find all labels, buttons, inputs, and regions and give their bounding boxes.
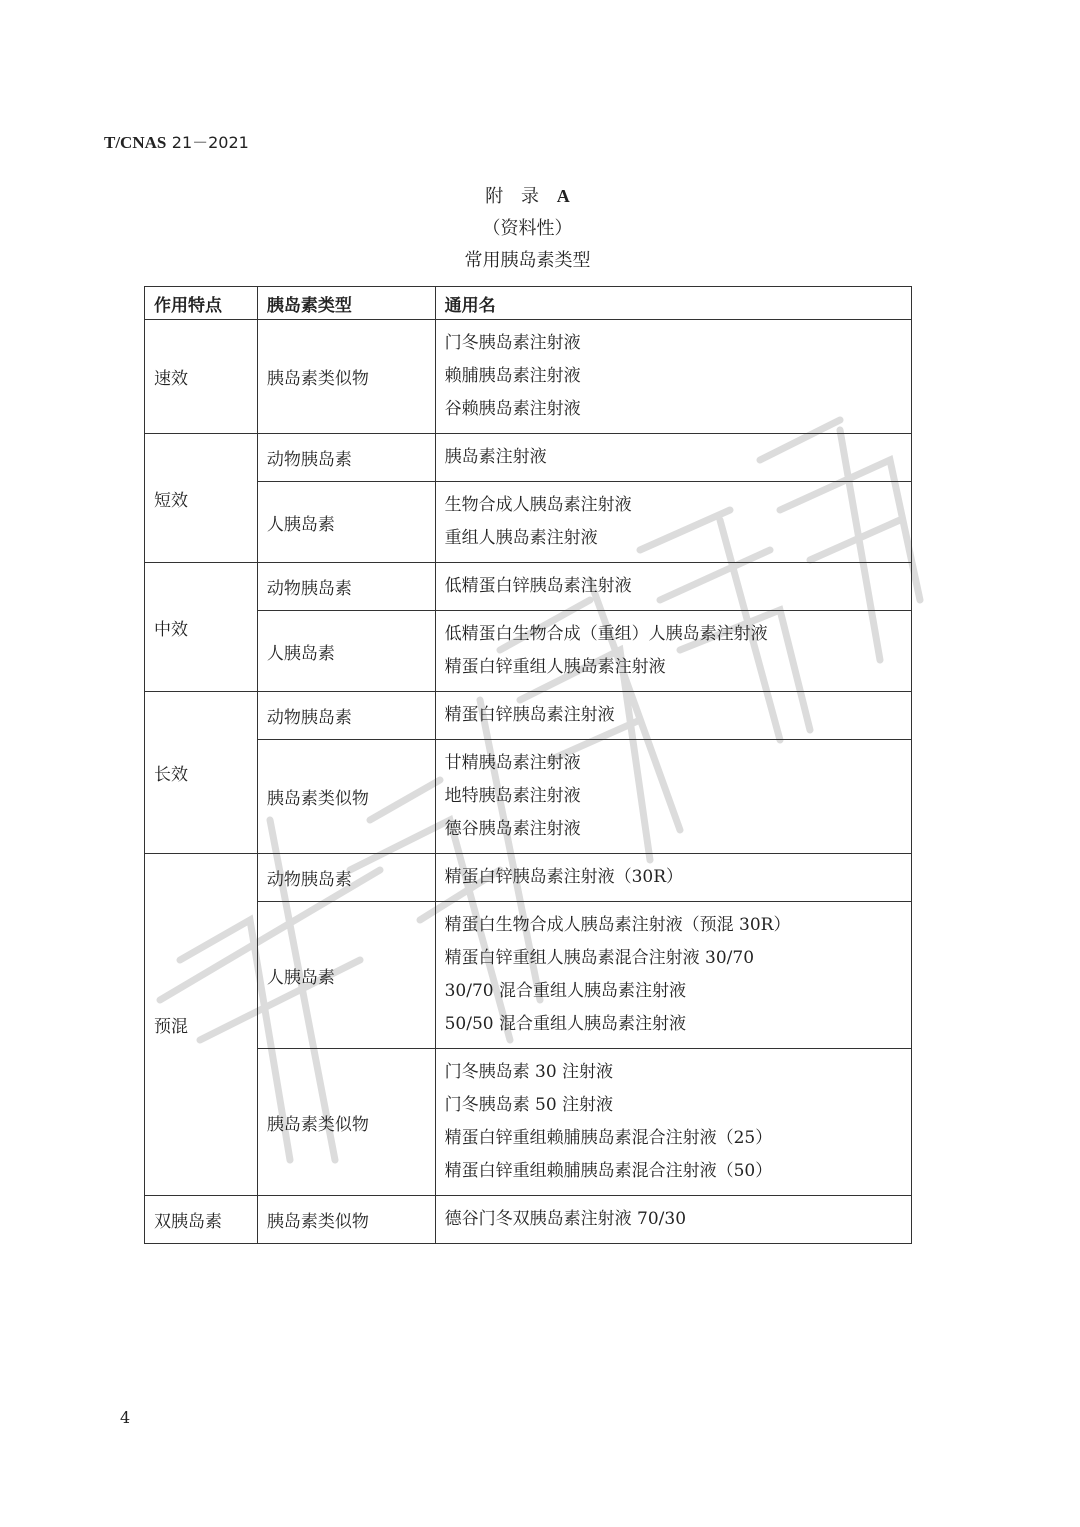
generic-name: 精蛋白生物合成人胰岛素注射液（预混 30R） xyxy=(444,915,791,935)
generic-name-cell xyxy=(435,1196,911,1244)
table-header-row xyxy=(145,287,912,320)
type-cell: 人胰岛素 xyxy=(257,482,435,563)
appendix-label: 附 录 xyxy=(485,186,557,207)
generic-name: 门冬胰岛素 30 注射液 xyxy=(444,1062,614,1082)
action-cell: 中效 xyxy=(145,563,258,692)
generic-name: 生物合成人胰岛素注射液 xyxy=(444,495,632,515)
table-title: 常用胰岛素类型 xyxy=(464,250,591,271)
action-cell: 速效 xyxy=(145,320,258,434)
generic-name: 低精蛋白生物合成（重组）人胰岛素注射液 xyxy=(444,624,768,644)
type-cell: 动物胰岛素 xyxy=(257,854,435,902)
generic-name: 胰岛素注射液 xyxy=(444,447,547,467)
generic-name: 精蛋白锌重组人胰岛素注射液 xyxy=(444,657,666,677)
generic-name: 精蛋白锌重组人胰岛素混合注射液 30/70 xyxy=(444,948,755,968)
standard-code xyxy=(104,130,249,153)
generic-name-cell xyxy=(435,854,911,902)
generic-name: 重组人胰岛素注射液 xyxy=(444,528,598,548)
table-row xyxy=(145,563,912,611)
table-row xyxy=(145,611,912,692)
header-generic-name: 通用名 xyxy=(435,287,911,320)
appendix-title xyxy=(0,180,1055,213)
standard-prefix: T/CNAS xyxy=(104,133,167,152)
generic-name: 精蛋白锌重组赖脯胰岛素混合注射液（50） xyxy=(444,1161,773,1181)
generic-name-cell xyxy=(435,434,911,482)
action-cell: 双胰岛素 xyxy=(145,1196,258,1244)
generic-name-cell xyxy=(435,692,911,740)
generic-name: 30/70 混合重组人胰岛素注射液 xyxy=(444,981,687,1001)
generic-name-cell xyxy=(435,1049,911,1196)
standard-number: 21－2021 xyxy=(171,133,249,152)
appendix-nature: （资料性） xyxy=(482,218,573,239)
table-row xyxy=(145,434,912,482)
generic-name-cell xyxy=(435,482,911,563)
table-row xyxy=(145,692,912,740)
type-cell: 动物胰岛素 xyxy=(257,434,435,482)
table-row xyxy=(145,1049,912,1196)
table-row xyxy=(145,902,912,1049)
table-row xyxy=(145,740,912,854)
type-cell: 动物胰岛素 xyxy=(257,563,435,611)
type-cell: 胰岛素类似物 xyxy=(257,320,435,434)
generic-name: 低精蛋白锌胰岛素注射液 xyxy=(444,576,632,596)
action-cell: 预混 xyxy=(145,854,258,1196)
table-row xyxy=(145,320,912,434)
table-row xyxy=(145,482,912,563)
header-type: 胰岛素类型 xyxy=(257,287,435,320)
generic-name-cell xyxy=(435,320,911,434)
insulin-types-table xyxy=(144,286,912,1244)
generic-name: 地特胰岛素注射液 xyxy=(444,786,581,806)
generic-name: 精蛋白锌胰岛素注射液（30R） xyxy=(444,867,684,887)
type-cell: 胰岛素类似物 xyxy=(257,1049,435,1196)
generic-name: 甘精胰岛素注射液 xyxy=(444,753,581,773)
generic-name: 50/50 混合重组人胰岛素注射液 xyxy=(444,1014,687,1034)
generic-name: 门冬胰岛素注射液 xyxy=(444,333,581,353)
appendix-headings xyxy=(0,180,1055,277)
generic-name: 精蛋白锌重组赖脯胰岛素混合注射液（25） xyxy=(444,1128,773,1148)
generic-name: 谷赖胰岛素注射液 xyxy=(444,399,581,419)
type-cell: 人胰岛素 xyxy=(257,902,435,1049)
page-number: 4 xyxy=(120,1408,131,1427)
generic-name-cell xyxy=(435,563,911,611)
action-cell: 短效 xyxy=(145,434,258,563)
generic-name: 赖脯胰岛素注射液 xyxy=(444,366,581,386)
generic-name-cell xyxy=(435,902,911,1049)
type-cell: 人胰岛素 xyxy=(257,611,435,692)
appendix-letter: A xyxy=(556,186,570,206)
generic-name-cell xyxy=(435,611,911,692)
table-row xyxy=(145,1196,912,1244)
table-row xyxy=(145,854,912,902)
generic-name: 门冬胰岛素 50 注射液 xyxy=(444,1095,614,1115)
generic-name-cell xyxy=(435,740,911,854)
type-cell: 胰岛素类似物 xyxy=(257,1196,435,1244)
type-cell: 胰岛素类似物 xyxy=(257,740,435,854)
generic-name: 精蛋白锌胰岛素注射液 xyxy=(444,705,615,725)
header-action: 作用特点 xyxy=(145,287,258,320)
action-cell: 长效 xyxy=(145,692,258,854)
type-cell: 动物胰岛素 xyxy=(257,692,435,740)
generic-name: 德谷门冬双胰岛素注射液 70/30 xyxy=(444,1209,687,1229)
generic-name: 德谷胰岛素注射液 xyxy=(444,819,581,839)
